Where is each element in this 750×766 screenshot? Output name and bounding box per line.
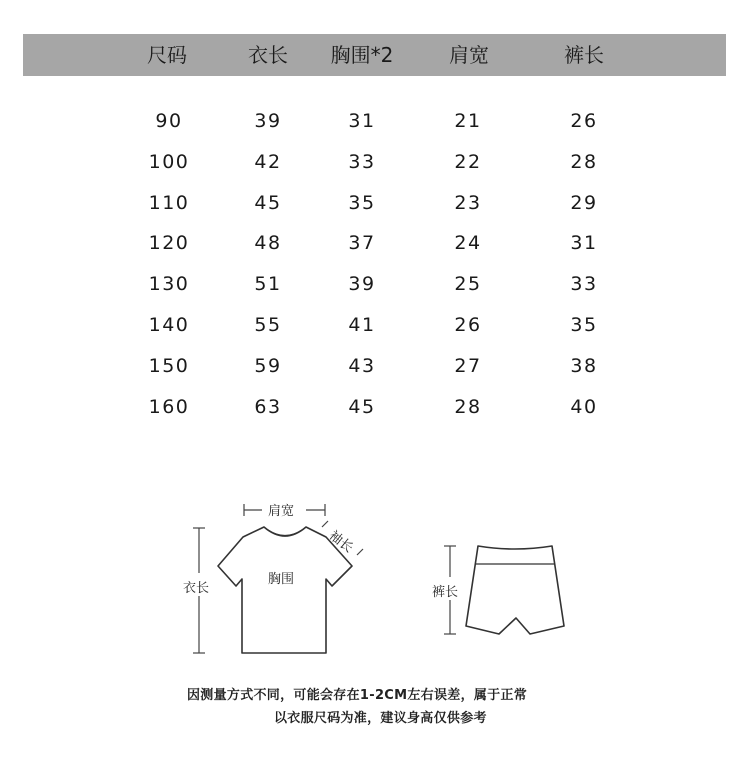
cell-pants-length: 28: [570, 151, 598, 173]
cell-length: 48: [254, 232, 282, 254]
sleeve-label: 袖长: [325, 528, 356, 556]
cell-size: 140: [148, 314, 190, 336]
header-size: 尺码: [147, 43, 187, 67]
cell-length: 45: [254, 192, 282, 214]
cell-shoulder: 21: [454, 110, 482, 132]
cell-size: 110: [148, 192, 190, 214]
cell-chest: 41: [348, 314, 376, 336]
pants-length-label: 裤长: [432, 585, 459, 600]
tshirt-outline: [218, 527, 352, 653]
cell-length: 63: [254, 396, 282, 418]
cell-shoulder: 28: [454, 396, 482, 418]
cell-shoulder: 22: [454, 151, 482, 173]
cell-pants-length: 26: [570, 110, 598, 132]
chest-label: 胸围: [268, 572, 295, 587]
cell-chest: 33: [348, 151, 376, 173]
shorts-outline: [466, 546, 564, 634]
cell-chest: 31: [348, 110, 376, 132]
cell-length: 39: [254, 110, 282, 132]
cell-pants-length: 33: [570, 273, 598, 295]
cell-length: 42: [254, 151, 282, 173]
cell-shoulder: 23: [454, 192, 482, 214]
cell-chest: 43: [348, 355, 376, 377]
note-line-1: 因测量方式不同，可能会存在1-2CM左右误差，属于正常: [187, 688, 528, 703]
header-chest: 胸围*2: [330, 43, 394, 67]
cell-size: 120: [148, 232, 190, 254]
cell-size: 150: [148, 355, 190, 377]
cell-length: 59: [254, 355, 282, 377]
cell-pants-length: 31: [570, 232, 598, 254]
cell-pants-length: 38: [570, 355, 598, 377]
cell-chest: 39: [348, 273, 376, 295]
header-pants-length: 裤长: [564, 43, 604, 67]
tshirt-collar: [268, 530, 302, 536]
cell-chest: 35: [348, 192, 376, 214]
cell-chest: 45: [348, 396, 376, 418]
cell-pants-length: 35: [570, 314, 598, 336]
shoulder-label: 肩宽: [268, 504, 295, 519]
header-length: 衣长: [248, 43, 288, 67]
cell-size: 90: [155, 110, 183, 132]
cell-pants-length: 29: [570, 192, 598, 214]
cell-shoulder: 25: [454, 273, 482, 295]
cell-length: 55: [254, 314, 282, 336]
cell-size: 100: [148, 151, 190, 173]
note-line-2: 以衣服尺码为准，建议身高仅供参考: [274, 711, 487, 726]
cell-shoulder: 24: [454, 232, 482, 254]
cell-length: 51: [254, 273, 282, 295]
length-label: 衣长: [183, 581, 210, 596]
cell-pants-length: 40: [570, 396, 598, 418]
cell-size: 130: [148, 273, 190, 295]
header-shoulder: 肩宽: [449, 43, 489, 67]
cell-shoulder: 26: [454, 314, 482, 336]
cell-chest: 37: [348, 232, 376, 254]
cell-shoulder: 27: [454, 355, 482, 377]
cell-size: 160: [148, 396, 190, 418]
